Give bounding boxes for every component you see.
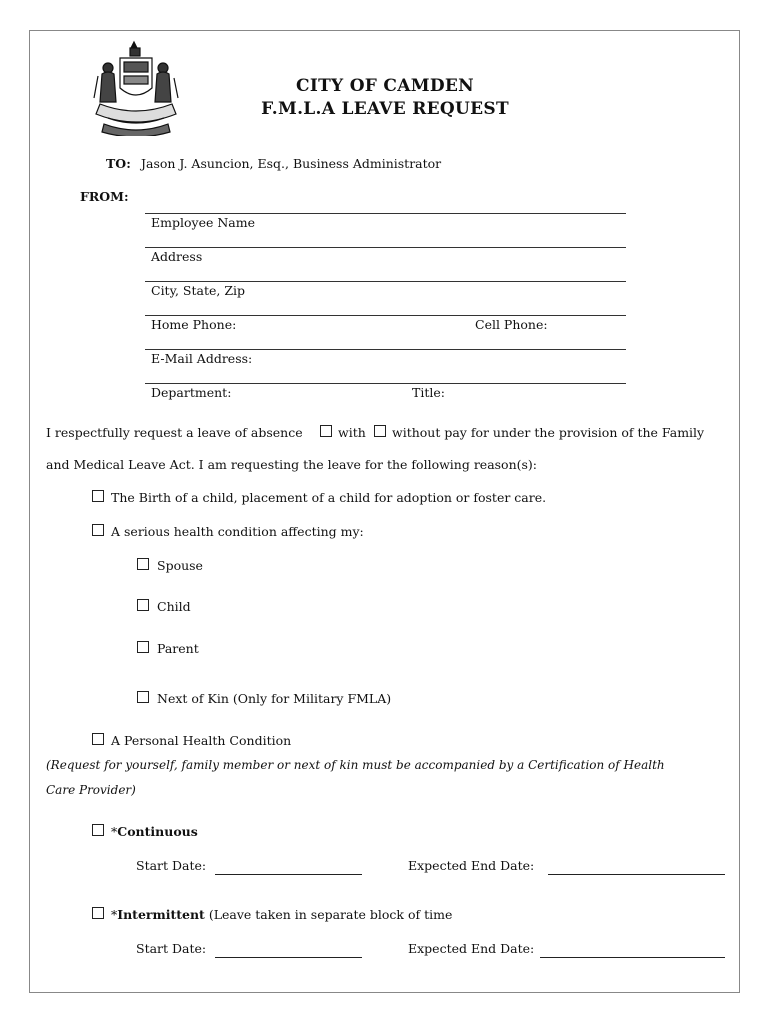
employee-name-field[interactable]: Employee Name — [151, 215, 255, 230]
continuous-end-label: Expected End Date: — [408, 858, 535, 873]
parent-label: Parent — [157, 641, 199, 656]
continuous-start-label: Start Date: — [136, 858, 207, 873]
to-value: Jason J. Asuncion, Esq., Business Administrator — [141, 156, 442, 171]
employee-name-line — [145, 213, 626, 214]
form-border — [29, 30, 740, 993]
department-line — [145, 383, 626, 384]
form-title-line2: F.M.L.A LEAVE REQUEST — [261, 99, 509, 119]
certification-note-line1: (Request for yourself, family member or next of kin must be accompanied by a Certification of Health — [46, 758, 665, 772]
continuous-start-date-field[interactable] — [215, 874, 362, 875]
with-pay-label: with — [338, 425, 366, 440]
intermittent-start-label: Start Date: — [136, 941, 207, 956]
continuous-heading — [111, 824, 198, 839]
form-title-line1: CITY OF CAMDEN — [296, 76, 474, 96]
intermittent-heading — [111, 907, 452, 922]
city-seal-logo — [90, 38, 182, 136]
address-field[interactable]: Address — [151, 249, 203, 264]
intermittent-end-date-field[interactable] — [540, 957, 725, 958]
certification-note-line2: Care Provider) — [46, 783, 136, 797]
email-field[interactable]: E-Mail Address: — [151, 351, 253, 366]
request-text-line2: and Medical Leave Act. I am requesting the leave for the following reason(s): — [46, 457, 538, 472]
email-line — [145, 349, 626, 350]
next-of-kin-checkbox[interactable] — [137, 691, 149, 703]
continuous-label: Continuous — [117, 824, 198, 839]
parent-checkbox[interactable] — [137, 641, 149, 653]
intermittent-checkbox[interactable] — [92, 907, 104, 919]
continuous-end-date-field[interactable] — [548, 874, 725, 875]
from-label: FROM: — [80, 189, 129, 204]
intermittent-suffix: (Leave taken in separate block of time — [208, 907, 453, 922]
spouse-checkbox[interactable] — [137, 558, 149, 570]
birth-label: The Birth of a child, placement of a child for adoption or foster care. — [111, 490, 547, 505]
without-pay-checkbox[interactable] — [374, 425, 386, 437]
request-text-part1: I respectfully request a leave of absence — [46, 425, 303, 440]
department-field[interactable]: Department: — [151, 385, 232, 400]
intermittent-start-date-field[interactable] — [215, 957, 362, 958]
home-phone-field[interactable]: Home Phone: — [151, 317, 237, 332]
intermittent-end-label: Expected End Date: — [408, 941, 535, 956]
serious-condition-checkbox[interactable] — [92, 524, 104, 536]
address-line — [145, 247, 626, 248]
next-of-kin-label: Next of Kin (Only for Military FMLA) — [157, 691, 392, 706]
to-label: TO: — [106, 156, 131, 171]
intermittent-label: Intermittent — [117, 907, 205, 922]
intermittent-asterisk: * — [111, 907, 118, 922]
cell-phone-field[interactable]: Cell Phone: — [475, 317, 548, 332]
title-field[interactable]: Title: — [412, 385, 445, 400]
serious-condition-label: A serious health condition affecting my: — [111, 524, 364, 539]
personal-health-checkbox[interactable] — [92, 733, 104, 745]
city-state-zip-field[interactable]: City, State, Zip — [151, 283, 246, 298]
phone-line — [145, 315, 626, 316]
request-text-part2: without pay for under the provision of the Family — [392, 425, 705, 440]
child-checkbox[interactable] — [137, 599, 149, 611]
personal-health-label: A Personal Health Condition — [111, 733, 292, 748]
continuous-checkbox[interactable] — [92, 824, 104, 836]
city-state-zip-line — [145, 281, 626, 282]
spouse-label: Spouse — [157, 558, 203, 573]
birth-checkbox[interactable] — [92, 490, 104, 502]
child-label: Child — [157, 599, 191, 614]
continuous-asterisk: * — [111, 824, 118, 839]
with-pay-checkbox[interactable] — [320, 425, 332, 437]
